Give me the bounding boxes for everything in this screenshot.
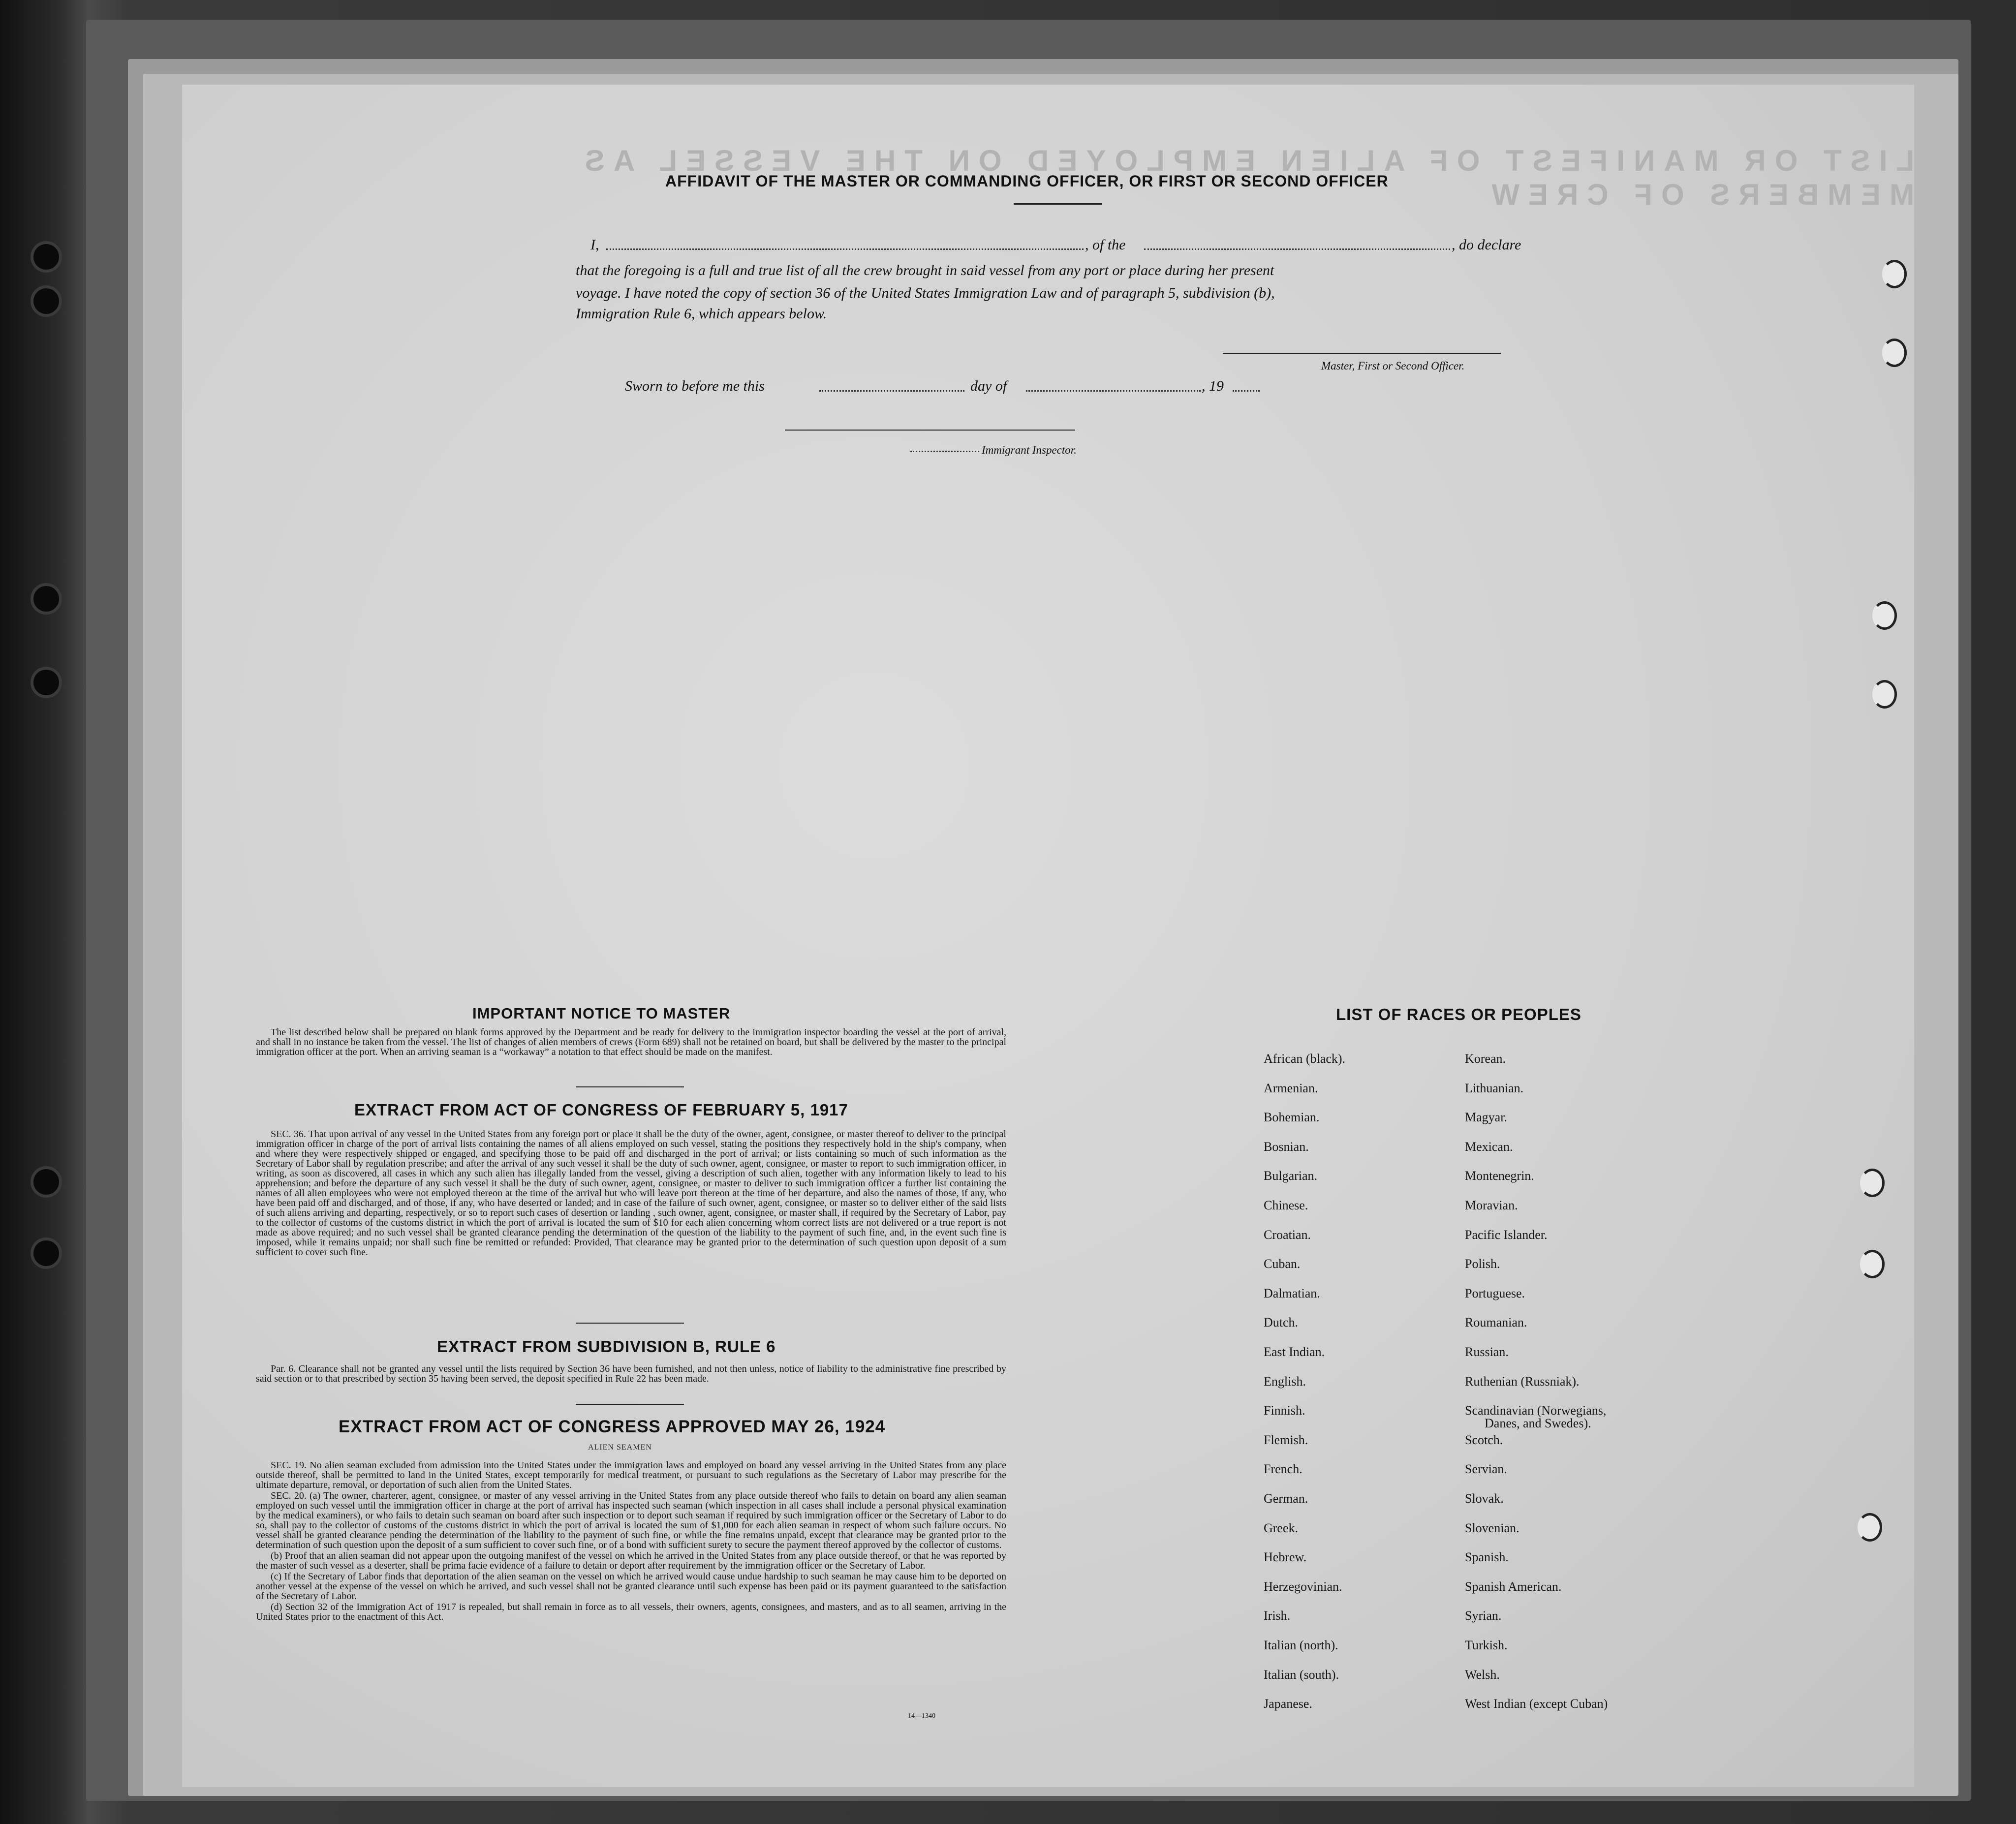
- subdivision-title: EXTRACT FROM SUBDIVISION B, RULE 6: [437, 1337, 776, 1356]
- race-item: Slovak.: [1465, 1491, 1504, 1506]
- race-item: African (black).: [1264, 1051, 1346, 1066]
- declarant-name-line[interactable]: [606, 248, 1084, 250]
- affidavit-title: AFFIDAVIT OF THE MASTER OR COMMANDING OFFICER, OR FIRST OR SECOND OFFICER: [665, 172, 1389, 190]
- race-item: Moravian.: [1465, 1198, 1518, 1212]
- ring-hole-icon: [1872, 680, 1897, 709]
- sec-20a-paragraph: SEC. 20. (a) The owner, charterer, agent, consignee, or master of any vessel arriving in the United States from any place outside thereof who fails to detain on board any alien seaman employed on such vessel until the immigration officer in charge at the port of arrival has inspected such seaman (which inspection in all cases shall include a personal physical examination by the medical examiners), or who fails to detain such seaman on board after such inspection or to deport such seaman if required by such immigration officer or the Secretary of Labor to do so, shall pay to the collector of customs of the customs district in which the port of arrival is located the sum of $1,000 for each alien seaman in respect of whom such failure occurs. No vessel shall be granted clearance pending the determination of the liability to the payment of such fine, or while the fine remains unpaid, except that clearance may be granted prior to the determination of such question upon the deposit of a sum sufficient to cover such fine, or of a bond with sufficient surety to secure the payment thereof approved by the collector of customs.: [256, 1490, 1006, 1550]
- sec-19-paragraph: SEC. 19. No alien seaman excluded from admission into the United States under the immigration laws and employed on board any vessel arriving in the United States from any place outside thereof, shall be permitted to land in the United States, except temporarily for medical treatment, or pursuant to such regulations as the Secretary of Labor may prescribe for the ultimate departure, removal, or deportation of such alien from the United States.: [256, 1460, 1006, 1490]
- race-item: Roumanian.: [1465, 1315, 1527, 1329]
- race-item: Slovenian.: [1465, 1521, 1520, 1535]
- race-item: Hebrew.: [1264, 1550, 1307, 1564]
- race-item: Dalmatian.: [1264, 1286, 1320, 1300]
- sworn-year-line[interactable]: [1233, 390, 1260, 392]
- race-item: Polish.: [1465, 1257, 1500, 1271]
- ring-hole-icon: [1882, 260, 1907, 288]
- race-item: Greek.: [1264, 1521, 1299, 1535]
- affidavit-line-3: Immigration Rule 6, which appears below.: [576, 306, 827, 322]
- notice-title: IMPORTANT NOTICE TO MASTER: [472, 1005, 731, 1022]
- sec-20c-paragraph: (c) If the Secretary of Labor finds that deportation of the alien seaman on the vessel on which he arrived would cause undue hardship to such seaman he may cause him to be deported on another vessel at the expense of the vessel on which he arrived, and such vessel shall not be granted clearance until such expense has been paid or its payment guaranteed to the satisfaction of the Secretary of Labor.: [256, 1571, 1006, 1602]
- master-signature-caption: Master, First or Second Officer.: [1321, 360, 1465, 372]
- year-label: , 19: [1202, 378, 1224, 394]
- master-signature-line[interactable]: [1223, 353, 1501, 354]
- sec-20b-paragraph: (b) Proof that an alien seaman did not appear upon the outgoing manifest of the vessel on which he arrived in the United States from any place outside thereof, or that he was reported by the master of such vessel as a deserter, shall be prima facie evidence of a failure to detain or deport after requirement by the immigration officer or the Secretary of Labor.: [256, 1550, 1006, 1571]
- race-item: Italian (north).: [1264, 1638, 1338, 1652]
- punch-hole-icon: [31, 1166, 62, 1198]
- affidavit-line-1: that the foregoing is a full and true list of all the crew brought in said vessel from any port or place during her present: [576, 262, 1274, 278]
- race-item: Montenegrin.: [1465, 1169, 1534, 1183]
- race-item-continuation: Danes, and Swedes).: [1485, 1416, 1591, 1430]
- punch-hole-icon: [31, 285, 62, 317]
- notice-text: [256, 1027, 1006, 1058]
- sec-36-paragraph: SEC. 36. That upon arrival of any vessel in the United States from any foreign port or place it shall be the duty of the owner, agent, consignee, or master thereof to deliver to the principal immigration officer in charge of the port of arrival lists containing the names of all aliens employed on such vessel, stating the positions they respectively hold in the ship's company, when and where they were respectively shipped or engaged, and specifying those to be paid off and discharged in the port of arrival; or lists containing so much of such information as the Secretary of Labor shall by regulation prescribe; and after the arrival of any such vessel it shall be the duty of such owner, agent, consignee, or master to report to such immigration officer, in writing, as soon as discovered, all cases in which any such alien has illegally landed from the vessel, giving a description of such alien, together with any information likely to lead to his apprehension; and before the departure of any such vessel it shall be the duty of such owner, agent, consignee, or master to deliver to such immigration officer a further list containing the names of all alien employees who were not employed thereon at the time of the arrival but who will leave port thereon at the time of her departure, and also the names of those, if any, who have been paid off and discharged, and of those, if any, who have deserted or landed; and in case of the failure of such owner, agent, consignee, or master so to deliver either of the said lists of such aliens arriving and departing, respectively, or so to report such cases of desertion or landing , such owner, agent, consignee, or master shall, if required by the Secretary of Labor, pay to the collector of customs of the customs district in which the port of arrival is located the sum of $10 for each alien concerning whom correct lists are not delivered or a true report is not made as above required; and no such vessel shall be granted clearance pending the determination of the question of the liability to the payment of such fine, and, in the event such fine is imposed, while it remains unpaid; nor shall such fine be remitted or refunded: Provided, That clearance may be granted prior to the determination of such question upon deposit of a sum sufficient to cover such fine.: [256, 1129, 1006, 1258]
- sworn-day-line[interactable]: [819, 390, 964, 392]
- race-item: Irish.: [1264, 1608, 1291, 1623]
- section-divider: [576, 1323, 684, 1324]
- par-6-paragraph: Par. 6. Clearance shall not be granted any vessel until the lists required by Section 36 have been furnished, and not then unless, notice of liability to the administrative fine prescribed by said section or to that prescribed by section 35 having been served, the deposit specified in Rule 22 has been made.: [256, 1363, 1006, 1384]
- race-item: Magyar.: [1465, 1110, 1507, 1124]
- race-item: Ruthenian (Russniak).: [1465, 1374, 1580, 1389]
- race-item: Mexican.: [1465, 1140, 1513, 1154]
- punch-hole-icon: [31, 667, 62, 698]
- affidavit-line-2: voyage. I have noted the copy of section 36 of the United States Immigration Law and of paragraph 5, subdivision (b),: [576, 285, 1275, 301]
- do-declare-label: , do declare: [1452, 237, 1521, 253]
- race-item: Pacific Islander.: [1465, 1228, 1548, 1242]
- race-item: Bulgarian.: [1264, 1169, 1318, 1183]
- punch-hole-icon: [31, 583, 62, 615]
- ring-hole-icon: [1858, 1513, 1882, 1542]
- race-item: Servian.: [1465, 1462, 1507, 1476]
- title-rule: [1014, 203, 1102, 205]
- race-item: French.: [1264, 1462, 1303, 1476]
- ring-hole-icon: [1860, 1250, 1885, 1278]
- race-item: Russian.: [1465, 1345, 1509, 1359]
- extract-1917-title: EXTRACT FROM ACT OF CONGRESS OF FEBRUARY 5, 1917: [354, 1101, 848, 1119]
- alien-seamen-subtitle: ALIEN SEAMEN: [588, 1443, 652, 1452]
- notice-paragraph: The list described below shall be prepared on blank forms approved by the Department and be ready for delivery to the immigration inspector boarding the vessel at the port of arrival, and shall in no instance be taken from the vessel. The list of changes of alien members of crews (Form 689) shall not be retained on board, but shall be delivered by the master to the principal immigration officer at the port. When an arriving seaman is a “workaway” a notation to that effect should be made on the manifest.: [256, 1027, 1006, 1057]
- race-item: Scandinavian (Norwegians,: [1465, 1403, 1607, 1418]
- day-of-label: day of: [970, 378, 1007, 394]
- race-item: Bosnian.: [1264, 1140, 1309, 1154]
- vessel-name-line[interactable]: [1144, 248, 1450, 250]
- race-item: Turkish.: [1465, 1638, 1508, 1652]
- race-item: Flemish.: [1264, 1433, 1308, 1447]
- race-item: Korean.: [1465, 1051, 1506, 1066]
- punch-hole-icon: [31, 241, 62, 273]
- race-item: Spanish.: [1465, 1550, 1509, 1564]
- race-item: Herzegovinian.: [1264, 1579, 1342, 1594]
- race-item: Portuguese.: [1465, 1286, 1525, 1300]
- race-item: Cuban.: [1264, 1257, 1301, 1271]
- race-item: Lithuanian.: [1465, 1081, 1524, 1095]
- race-item: English.: [1264, 1374, 1306, 1389]
- races-title: LIST OF RACES OR PEOPLES: [1336, 1005, 1582, 1023]
- race-item: Welsh.: [1465, 1668, 1500, 1682]
- race-item: Croatian.: [1264, 1228, 1311, 1242]
- race-item: West Indian (except Cuban): [1465, 1697, 1608, 1711]
- race-item: Bohemian.: [1264, 1110, 1320, 1124]
- race-item: Dutch.: [1264, 1315, 1299, 1329]
- inspector-signature-line[interactable]: [785, 430, 1075, 431]
- punch-hole-icon: [31, 1237, 62, 1269]
- race-item: Chinese.: [1264, 1198, 1308, 1212]
- ring-hole-icon: [1882, 339, 1907, 367]
- extract-1924-title: EXTRACT FROM ACT OF CONGRESS APPROVED MAY 26, 1924: [339, 1417, 886, 1436]
- race-item: Japanese.: [1264, 1697, 1312, 1711]
- race-item: East Indian.: [1264, 1345, 1325, 1359]
- form-number: 14—1340: [908, 1712, 935, 1720]
- race-item: Finnish.: [1264, 1403, 1305, 1418]
- race-item: Armenian.: [1264, 1081, 1318, 1095]
- inspector-dotline: [910, 451, 979, 452]
- bleed-through: LIST OR MANIFEST OF ALIEN EMPLOYED ON THE VESSEL AS MEMBERS OF CREW: [576, 144, 1914, 211]
- of-the-label: , of the: [1085, 237, 1126, 253]
- ring-hole-icon: [1872, 601, 1897, 630]
- race-item: Syrian.: [1465, 1608, 1502, 1623]
- race-item: Italian (south).: [1264, 1668, 1339, 1682]
- section-divider: [576, 1404, 684, 1405]
- sworn-label: Sworn to before me this: [625, 378, 765, 394]
- race-item: Scotch.: [1465, 1433, 1503, 1447]
- section-divider: [576, 1086, 684, 1087]
- extract-1924-text: [256, 1460, 1006, 1623]
- race-item: German.: [1264, 1491, 1308, 1506]
- sec-20d-paragraph: (d) Section 32 of the Immigration Act of 1917 is repealed, but shall remain in force as to all vessels, their owners, agents, consignees, and masters, and as to all seamen, arriving in the United States prior to the enactment of this Act.: [256, 1602, 1006, 1622]
- ring-hole-icon: [1860, 1169, 1885, 1197]
- sworn-month-line[interactable]: [1026, 390, 1201, 392]
- inspector-caption: Immigrant Inspector.: [982, 444, 1077, 456]
- declarant-label: I,: [590, 237, 599, 253]
- subdivision-text: [256, 1364, 1006, 1385]
- extract-1917-text: [256, 1129, 1006, 1258]
- race-item: Spanish American.: [1465, 1579, 1562, 1594]
